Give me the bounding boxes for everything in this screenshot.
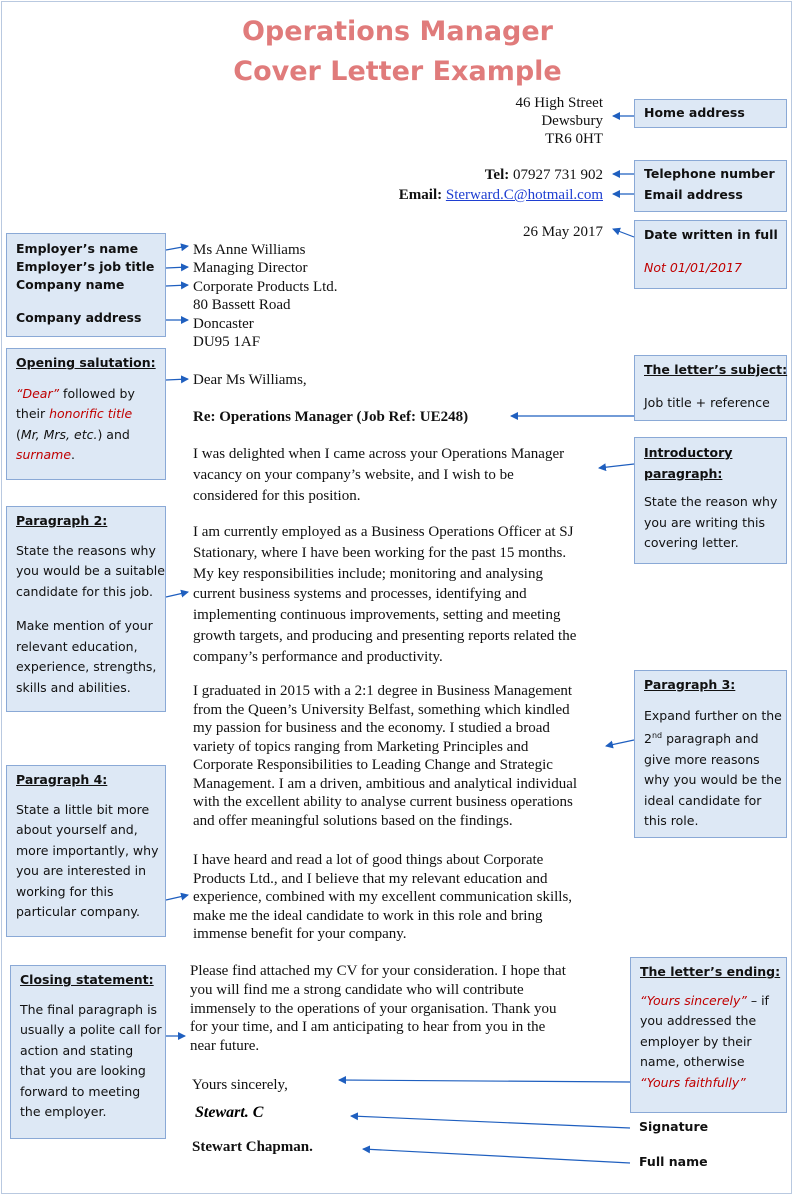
recipient-street: 80 Bassett Road (193, 297, 291, 313)
annotation-text: State a little bit more (16, 801, 150, 817)
email-link[interactable]: Sterward.C@hotmail.com (445, 187, 603, 203)
annotation-text: working for this (16, 883, 114, 899)
paragraph-line: near future. (190, 1038, 260, 1055)
paragraph-line: My key responsibilities include; monitoring and analysing (193, 565, 543, 582)
sign-off: Yours sincerely, (192, 1077, 288, 1093)
paragraph-line: Stationary, where I have been working for the past 15 months. (193, 544, 567, 561)
annotation-text: “Dear” (16, 385, 60, 401)
recipient-town: Doncaster (193, 316, 254, 332)
salutation: Dear Ms Williams, (193, 372, 307, 388)
paragraph-line: growth targets, and producing and presenting reports related the (193, 627, 577, 644)
annotation-text: State the reason why (644, 494, 778, 509)
paragraph-line: and offer meaningful solutions based on the findings. (193, 812, 513, 829)
annotation-title: Paragraph 3: (644, 677, 736, 692)
annotation-title: The letter’s ending: (640, 964, 781, 979)
sender-town: Dewsbury (541, 113, 603, 129)
arrow-intro (599, 464, 634, 468)
annotation-text: Employer’s job title (16, 259, 155, 274)
arrow-signature (351, 1116, 630, 1128)
paragraph-line: with the excellent ability to analyse current business operations (193, 794, 573, 810)
paragraph-line: I have heard and read a lot of good things about Corporate (193, 852, 544, 868)
annotation-title: Paragraph 2: (16, 513, 108, 528)
annotation-text: you are interested in (16, 863, 147, 878)
annotation-title: Introductory (644, 445, 733, 460)
arrow-paragraph-2 (166, 592, 188, 597)
annotation-text: nd (651, 731, 663, 740)
annotation-text: experience, strengths, (16, 659, 157, 674)
annotation-text: this role. (644, 813, 699, 829)
paragraph-line: considered for this position. (193, 487, 361, 504)
annotation-text: ideal candidate for (644, 792, 762, 808)
arrow-employer-name (166, 246, 188, 250)
letter-subject: Re: Operations Manager (Job Ref: UE248) (193, 409, 469, 425)
recipient-company: Corporate Products Ltd. (193, 279, 338, 295)
annotation-text: honorific title (49, 406, 133, 421)
paragraph-line: Please find attached my CV for your consideration. I hope that (190, 963, 566, 979)
annotation-text: Mr, Mrs, etc. (20, 426, 98, 442)
paragraph-line: variety of topics ranging from Marketing Principles and (193, 738, 529, 755)
annotation-text: Job title + reference (644, 394, 770, 410)
annotation-date-title: Date written in full (644, 227, 778, 242)
annotation-text: usually a polite call for (20, 1022, 162, 1037)
sender-postcode: TR6 0HT (545, 131, 603, 147)
paragraph-line: vacancy on your company’s website, and I wish to be (193, 466, 514, 483)
signature: Stewart. C (195, 1104, 264, 1121)
paragraph-line: you will find me a strong candidate who will contribute (190, 981, 524, 998)
annotation-title: The letter’s subject: (644, 362, 788, 377)
paragraph-line: experience, combined with my excellent communication skills, (193, 889, 573, 906)
annotation-text: The final paragraph is (20, 1001, 158, 1017)
annotation-text: State the reasons why (16, 542, 156, 558)
annotation-title: paragraph: (644, 465, 723, 481)
annotation-text: action and stating (20, 1042, 134, 1058)
annotation-text: followed by (59, 385, 135, 401)
arrow-paragraph-4 (166, 895, 188, 900)
paragraph-line: current business systems and processes, identifying and (193, 586, 527, 603)
annotation-text: “Yours sincerely” (640, 992, 747, 1008)
annotation-text: ) and (97, 426, 130, 442)
annotation-text: . (71, 447, 76, 462)
annotation-text: you addressed the (640, 1013, 757, 1028)
recipient-postcode: DU95 1AF (193, 334, 261, 350)
annotation-title: Closing statement: (20, 972, 154, 987)
annotation-text: Full name (639, 1154, 708, 1169)
arrow-full-name (363, 1149, 630, 1163)
arrow-employer-title (166, 267, 188, 268)
annotation-text: Employer’s name (16, 241, 139, 256)
annotation-text: relevant education, (16, 638, 138, 654)
paragraph-line: Corporate Responsibilities to Leading Change and Strategic (193, 757, 553, 773)
paragraph-line: I was delighted when I came across your Operations Manager (193, 446, 565, 462)
paragraph-line: I am currently employed as a Business Operations Officer at SJ (193, 524, 574, 540)
annotation-text: Home address (644, 105, 745, 120)
arrow-company-name (166, 285, 188, 286)
annotation-text: surname (16, 447, 72, 462)
annotation-text: that you are looking (20, 1063, 146, 1078)
paragraph-line: I graduated in 2015 with a 2:1 degree in Business Management (193, 683, 573, 699)
email-label: Email: (398, 187, 443, 203)
annotation-text: “Yours faithfully” (640, 1074, 746, 1090)
annotation-telephone: Telephone number (644, 166, 775, 181)
annotation-text: Signature (639, 1119, 709, 1134)
annotation-text: – if (746, 992, 769, 1008)
letter-date: 26 May 2017 (523, 224, 603, 240)
annotation-text: ( (16, 426, 21, 442)
annotation-text: give more reasons (644, 751, 760, 767)
annotation-text: Make mention of your (16, 618, 153, 633)
arrow-date (613, 229, 634, 237)
tel-label: Tel: (484, 167, 510, 183)
arrow-paragraph-3 (606, 740, 634, 746)
annotation-title: Paragraph 4: (16, 772, 108, 787)
annotation-text: 2 (644, 731, 652, 747)
tel-value: 07927 731 902 (509, 167, 603, 183)
paragraph-line: make me the ideal candidate to work in this role and bring (193, 907, 543, 924)
recipient-name: Ms Anne Williams (193, 242, 306, 258)
paragraph-line: immensely to the operations of your organisation. Thank you (190, 1000, 557, 1017)
paragraph-line: Management. I am a driven, ambitious and analytical individual (193, 775, 578, 792)
paragraph-line: for your time, and I am anticipating to hear from you in the (190, 1019, 546, 1036)
annotation-date-note: Not 01/01/2017 (644, 259, 742, 275)
annotation-text: more importantly, why (16, 842, 159, 858)
paragraph-line: implementing continuous improvements, setting and meeting (193, 607, 561, 624)
annotation-text: Expand further on the (644, 707, 782, 723)
annotation-text: about yourself and, (16, 822, 138, 837)
page-title-line1: Operations Manager (241, 16, 553, 47)
annotation-text: why you would be the (644, 772, 782, 788)
recipient-title: Managing Director (193, 260, 308, 276)
paragraph-line: company’s performance and productivity. (193, 648, 443, 665)
annotation-text: skills and abilities. (16, 679, 131, 695)
annotation-text: Company name (16, 277, 125, 292)
page-title-line2: Cover Letter Example (233, 56, 562, 87)
annotation-text: covering letter. (644, 535, 739, 550)
paragraph-line: from the Queen’s University Belfast, something which kindled (193, 701, 570, 718)
paragraph-line: Products Ltd., and I believe that my relevant education and (193, 870, 548, 887)
annotation-text: candidate for this job. (16, 583, 153, 599)
annotation-text: name, otherwise (640, 1054, 745, 1069)
paragraph-line: immense benefit for your company. (193, 926, 407, 943)
annotation-text: the employer. (20, 1104, 107, 1119)
annotation-text: employer by their (640, 1033, 752, 1049)
annotation-text: forward to meeting (20, 1083, 141, 1099)
annotation-email: Email address (644, 186, 743, 202)
annotation-text: you are writing this (644, 514, 765, 530)
annotation-title: Opening salutation: (16, 355, 156, 370)
arrow-signoff (339, 1080, 630, 1082)
paragraph-line: my passion for business and the economy. I studied a broad (193, 720, 550, 736)
annotation-text: paragraph and (662, 731, 759, 747)
sender-street: 46 High Street (515, 95, 603, 111)
full-name: Stewart Chapman. (192, 1139, 313, 1155)
arrow-opening (166, 379, 188, 380)
annotation-text: Company address (16, 310, 142, 325)
annotation-text: you would be a suitable (16, 563, 165, 578)
annotation-text: their (16, 406, 50, 421)
annotation-text: particular company. (16, 904, 140, 919)
